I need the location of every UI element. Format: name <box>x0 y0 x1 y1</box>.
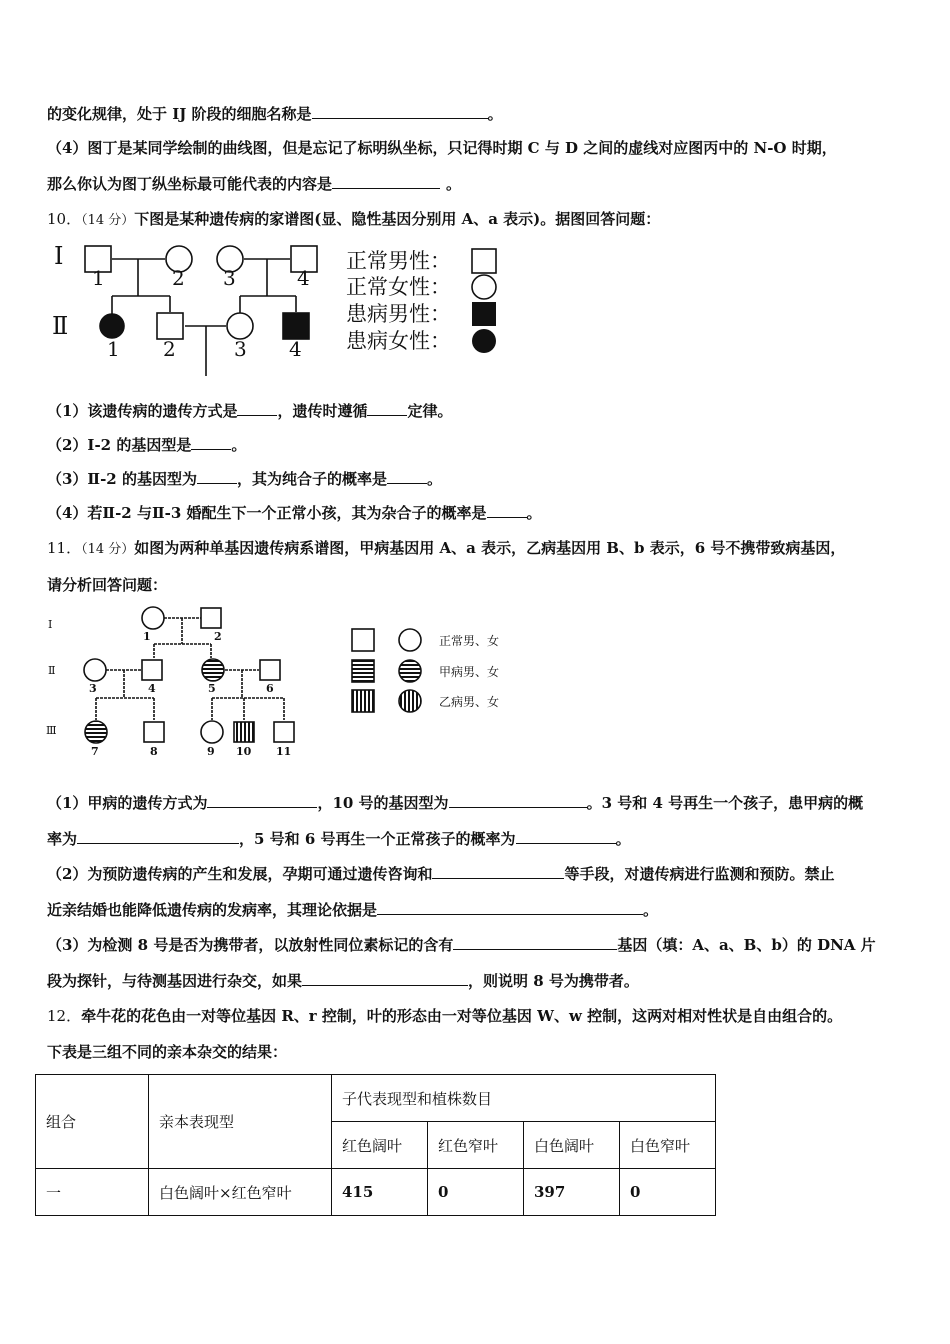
legend-normal-female-icon <box>472 275 496 299</box>
q9-line1-end: 。 <box>487 105 503 123</box>
legend-label: 患病男性： <box>346 302 451 326</box>
legend-affected-male-icon <box>472 302 496 326</box>
pedigree-label: 8 <box>150 745 158 758</box>
q10-sub3 <box>47 469 442 489</box>
legend-label: 正常男、女 <box>439 634 500 648</box>
q10-sub2-text: （2）Ⅰ-2 的基因型是 <box>47 436 192 454</box>
legend-label: 乙病男、女 <box>439 695 500 709</box>
row-value-cell: 0 <box>620 1169 716 1216</box>
pedigree-label: 4 <box>148 682 156 695</box>
q10-score: （14 分） <box>81 213 135 228</box>
pedigree-label: 3 <box>234 337 247 361</box>
generation-label-2: Ⅱ <box>48 664 56 677</box>
legend-normal-male-icon <box>352 629 374 651</box>
q9-line2: （4）图丁是某同学绘制的曲线图，但是忘记了标明纵坐标，只记得时期 C 与 D 之间的虚线对应图丙中的 N-O 时期， <box>47 139 837 157</box>
pedigree-label: 1 <box>107 337 120 361</box>
answer-blank[interactable] <box>367 401 407 416</box>
answer-blank[interactable] <box>197 469 237 484</box>
pedigree-label: 3 <box>223 266 236 290</box>
answer-blank[interactable] <box>332 174 440 189</box>
answer-blank[interactable] <box>302 971 468 986</box>
table-header-row <box>36 1075 716 1122</box>
q9-line1 <box>47 104 503 124</box>
q10-stem-text: 下图是某种遗传病的家谱图(显、隐性基因分别用 A、a 表示)。据图回答问题： <box>134 210 661 228</box>
q10-sub2-end: 。 <box>231 436 247 454</box>
pedigree-normal-female <box>84 659 106 681</box>
q11-stem <box>47 538 845 560</box>
pedigree-label: 7 <box>91 745 99 758</box>
q11-stem-text: 如图为两种单基因遗传病系谱图，甲病基因用 A、a 表示，乙病基因用 B、b 表示，6 号不携带致病基因， <box>134 539 846 557</box>
q11-sub1-text: （1）甲病的遗传方式为 <box>47 794 208 812</box>
answer-blank[interactable] <box>237 401 277 416</box>
pedigree-label: 4 <box>289 337 302 361</box>
answer-blank[interactable] <box>77 829 239 844</box>
q11-sub1-text5: ，5 号和 6 号再生一个正常孩子的概率为 <box>239 830 516 848</box>
q11-sub3-text3: 段为探针，与待测基因进行杂交，如果 <box>47 972 303 990</box>
row-group-cell: 一 <box>36 1169 149 1216</box>
q10-sub2 <box>47 435 246 455</box>
q11-score: （14 分） <box>81 542 135 557</box>
pedigree-label: 6 <box>266 682 274 695</box>
answer-blank[interactable] <box>487 503 527 518</box>
q10-sub1-text: （1）该遗传病的遗传方式是 <box>47 402 238 420</box>
legend-normal-female-icon <box>399 629 421 651</box>
generation-label-1: Ⅰ <box>54 242 64 270</box>
answer-blank[interactable] <box>207 793 317 808</box>
pedigree-label: 2 <box>214 630 222 643</box>
q10-sub1-end: 定律。 <box>407 402 453 420</box>
pedigree-normal-male <box>260 660 280 680</box>
row-value-cell: 397 <box>524 1169 620 1216</box>
pedigree-label: 3 <box>89 682 97 695</box>
legend-label: 正常女性： <box>346 275 451 299</box>
pedigree-affected-male <box>283 313 309 339</box>
q12-number: 12． <box>47 1007 82 1025</box>
q12-stem-text: 牵牛花的花色由一对等位基因 R、r 控制，叶的形态由一对等位基因 W、w 控制，这两对相对性状是自由组合的。 <box>81 1007 843 1025</box>
q11-sub1-text3: 。3 号和 4 号再生一个孩子，患甲病的概 <box>586 794 864 812</box>
pedigree-label: 2 <box>163 337 176 361</box>
answer-blank[interactable] <box>432 864 564 879</box>
pedigree-q10 <box>40 234 510 380</box>
q11-sub1-text2: ，10 号的基因型为 <box>317 794 449 812</box>
q9-line3 <box>47 174 461 194</box>
pedigree-label: 2 <box>172 266 185 290</box>
pedigree-normal-female <box>142 607 164 629</box>
legend-affected-female-icon <box>472 329 496 353</box>
q11-sub1-cont <box>47 829 631 849</box>
q11-sub2-text2: 等手段，对遗传病进行监测和预防。禁止 <box>564 865 835 883</box>
header-offspring: 子代表现型和植株数目 <box>332 1075 716 1122</box>
pedigree-label: 5 <box>208 682 216 695</box>
q10-sub4-text: （4）若Ⅱ-2 与Ⅱ-3 婚配生下一个正常小孩，其为杂合子的概率是 <box>47 504 487 522</box>
q9-line1-text: 的变化规律，处于 IJ 阶段的细胞名称是 <box>47 105 312 123</box>
legend-disease-a-female-icon <box>399 660 421 682</box>
answer-blank[interactable] <box>387 469 427 484</box>
q11-sub2 <box>47 864 834 884</box>
answer-blank[interactable] <box>516 829 616 844</box>
pedigree-disease-a-female <box>202 659 224 681</box>
cross-results-table <box>35 1074 716 1216</box>
q11-sub3-text: （3）为检测 8 号是否为携带者，以放射性同位素标记的含有 <box>47 936 454 954</box>
legend-disease-a-male-icon <box>352 660 374 682</box>
header-parent: 亲本表现型 <box>149 1075 332 1169</box>
q9-line3-text: 那么你认为图丁纵坐标最可能代表的内容是 <box>47 175 333 193</box>
q10-sub3-end: 。 <box>426 470 442 488</box>
q11-sub3-text2: 基因（填：A、a、B、b）的 DNA 片 <box>617 936 876 954</box>
legend-disease-b-male-icon <box>352 690 374 712</box>
q12-stem <box>47 1006 842 1026</box>
pedigree-normal-male <box>144 722 164 742</box>
pedigree-normal-male <box>274 722 294 742</box>
generation-label-1: Ⅰ <box>48 618 53 631</box>
generation-label-2: Ⅱ <box>52 312 69 340</box>
q10-sub1 <box>47 401 452 421</box>
q10-sub3-text: （3）Ⅱ-2 的基因型为 <box>47 470 197 488</box>
table-row <box>36 1169 716 1216</box>
answer-blank[interactable] <box>312 104 488 119</box>
pedigree-normal-male <box>157 313 183 339</box>
pedigree-label: 9 <box>207 745 215 758</box>
q12-stem2: 下表是三组不同的亲本杂交的结果： <box>47 1043 288 1061</box>
subheader-cell: 红色窄叶 <box>428 1122 524 1169</box>
q11-sub2-text3: 近亲结婚也能降低遗传病的发病率，其理论依据是 <box>47 901 378 919</box>
q10-sub4 <box>47 503 542 523</box>
q11-sub1-text4: 率为 <box>47 830 78 848</box>
q10-stem <box>47 209 660 231</box>
row-parent-cell: 白色阔叶×红色窄叶 <box>149 1169 332 1216</box>
pedigree-label: 4 <box>297 266 310 290</box>
legend-label: 患病女性： <box>346 329 451 353</box>
legend-label: 正常男性： <box>346 249 451 273</box>
q11-stem2: 请分析回答问题： <box>47 576 168 594</box>
pedigree-affected-female <box>100 314 124 338</box>
pedigree-label: 11 <box>276 745 292 758</box>
legend-label: 甲病男、女 <box>439 665 500 679</box>
q11-sub3 <box>47 935 876 955</box>
pedigree-label: 10 <box>236 745 252 758</box>
subheader-cell: 红色阔叶 <box>332 1122 428 1169</box>
answer-blank[interactable] <box>449 793 587 808</box>
q10-sub3-text2: ，其为纯合子的概率是 <box>236 470 387 488</box>
q9-line3-end: 。 <box>446 175 462 193</box>
pedigree-label: 1 <box>143 630 151 643</box>
q11-sub3-cont <box>47 971 639 991</box>
pedigree-disease-b-male <box>234 722 254 742</box>
pedigree-normal-female <box>201 721 223 743</box>
q11-sub2-text: （2）为预防遗传病的产生和发展，孕期可通过遗传咨询和 <box>47 865 433 883</box>
q10-number: 10． <box>47 210 82 228</box>
pedigree-normal-female <box>227 313 253 339</box>
pedigree-normal-male <box>201 608 221 628</box>
q10-sub4-end: 。 <box>526 504 542 522</box>
q11-sub2-cont <box>47 900 658 920</box>
q11-number: 11． <box>47 539 82 557</box>
generation-label-3: Ⅲ <box>46 724 57 737</box>
q11-sub1-end: 。 <box>615 830 631 848</box>
q11-sub2-end: 。 <box>643 901 659 919</box>
header-group: 组合 <box>36 1075 149 1169</box>
legend-normal-male-icon <box>472 249 496 273</box>
answer-blank[interactable] <box>453 935 617 950</box>
subheader-cell: 白色阔叶 <box>524 1122 620 1169</box>
subheader-cell: 白色窄叶 <box>620 1122 716 1169</box>
pedigree-q11 <box>44 604 514 760</box>
pedigree-disease-a-female <box>85 721 107 743</box>
q11-sub3-end: ，则说明 8 号为携带者。 <box>468 972 639 990</box>
legend-disease-b-female-icon <box>399 690 421 712</box>
q10-sub1-text2: ，遗传时遵循 <box>277 402 368 420</box>
pedigree-label: 1 <box>92 266 105 290</box>
q11-sub1 <box>47 793 863 813</box>
row-value-cell: 0 <box>428 1169 524 1216</box>
answer-blank[interactable] <box>191 435 231 450</box>
answer-blank[interactable] <box>377 900 643 915</box>
row-value-cell: 415 <box>332 1169 428 1216</box>
pedigree-normal-male <box>142 660 162 680</box>
